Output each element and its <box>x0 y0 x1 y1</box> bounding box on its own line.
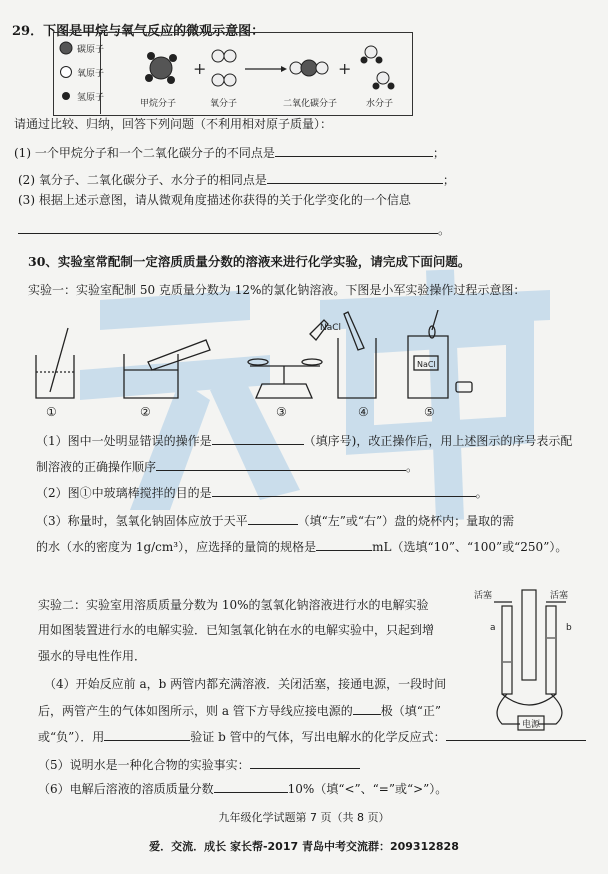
answer-blank[interactable] <box>212 485 476 497</box>
page-number: 九年级化学试题第 7 页（共 8 页） <box>218 811 390 824</box>
step-number: ④ <box>358 405 369 419</box>
legend-hydrogen: 氢原子 <box>77 93 105 103</box>
q30-part4-line3: 或“负”）．用 验证 b 管中的气体，写出电解水的化学反应式： <box>38 729 586 745</box>
q29-part3: (3) 根据上述示意图，请从微观角度描述你获得的关于化学变化的一个信息 <box>18 193 411 207</box>
answer-blank[interactable] <box>248 513 298 525</box>
exp1-apparatus <box>28 310 478 420</box>
answer-blank[interactable] <box>104 729 190 741</box>
step-number: ① <box>46 405 57 419</box>
tube-b-label: b <box>566 623 572 633</box>
step-number: ③ <box>276 405 287 419</box>
exp2-line3: 强水的导电性作用． <box>38 649 147 663</box>
q30-part3-cylinder: 的水（水的密度为 1g/cm³），应选择的量筒的规格是 mL（选填“10”、“100”或“250”）。 <box>36 540 568 554</box>
q30-part4-line2: 后，两管产生的气体如图所示，则 a 管下方导线应接电源的 极（填“正” <box>38 704 442 718</box>
label-co2: 二氧化碳分子 <box>283 99 338 109</box>
footer-slogan: 爱．交流．成长 家长帮-2017 青岛中考交流群：209312828 <box>149 840 459 853</box>
tube-a-label: a <box>490 623 496 633</box>
q29-part1: (1) 一个甲烷分子和一个二氧化碳分子的不同点是 ； <box>14 146 445 160</box>
label-methane: 甲烷分子 <box>140 99 177 109</box>
answer-blank[interactable] <box>353 703 381 715</box>
q29-part2: (2) 氧分子、二氧化碳分子、水分子的相同点是 ； <box>18 173 455 187</box>
q29-title: 29．下图是甲烷与氧气反应的微观示意图： <box>12 24 265 39</box>
legend-carbon: 碳原子 <box>77 45 105 55</box>
answer-blank[interactable] <box>18 222 438 234</box>
q30-part4-line1: （4）开始反应前 a，b 两管内都充满溶液．关闭活塞，接通电源，一段时间 <box>44 677 447 691</box>
nacl-bottle-label: NaCl <box>417 360 436 369</box>
valve-right-label: 活塞 <box>550 591 569 601</box>
q29-part3-answer: 。 <box>18 222 450 238</box>
q30-title: 30、实验室常配制一定溶质质量分数的溶液来进行化学实验，请完成下面问题。 <box>28 254 471 269</box>
q30-part6: （6）电解后溶液的溶质质量分数 10%（填“<”、“=”或“>”）。 <box>38 782 448 796</box>
svg-text:+: + <box>338 59 352 78</box>
valve-left-label: 活塞 <box>474 591 493 601</box>
answer-blank[interactable] <box>212 433 304 445</box>
answer-blank[interactable] <box>275 145 433 157</box>
power-label: 电源 <box>522 720 541 730</box>
q30-part3: （3）称量时，氢氧化钠固体应放于天平 （填“左”或“右”）盘的烧杯内；量取的需 <box>36 514 515 528</box>
q30-part2: （2）图①中玻璃棒搅拌的目的是 。 <box>36 486 488 500</box>
q29-intro: 请通过比较、归纳，回答下列问题（不利用相对原子质量）： <box>14 117 333 131</box>
answer-blank[interactable] <box>250 757 360 769</box>
answer-blank[interactable] <box>214 781 288 793</box>
step-number: ⑤ <box>424 405 435 419</box>
label-water: 水分子 <box>366 99 394 109</box>
label-oxygen-molecule: 氧分子 <box>210 99 238 109</box>
legend-oxygen: 氧原子 <box>77 69 105 79</box>
q30-part1-order: 制溶液的正确操作顺序 。 <box>36 460 419 474</box>
q30-part1: （1）图中一处明显错误的操作是 （填序号)，改正操作后，用上述图示的序号表示配 <box>36 434 573 448</box>
answer-blank[interactable] <box>446 729 586 741</box>
electrolysis-apparatus <box>470 584 598 734</box>
exp2-line2: 用如图装置进行水的电解实验．已知氢氧化钠在水的电解实验中，只起到增 <box>38 623 435 637</box>
answer-blank[interactable] <box>156 459 406 471</box>
nacl-label: NaCl <box>320 323 342 333</box>
answer-blank[interactable] <box>316 539 372 551</box>
answer-blank[interactable] <box>267 172 443 184</box>
exp2-line1: 实验二：实验室用溶质质量分数为 10%的氢氧化钠溶液进行水的电解实验 <box>38 598 429 612</box>
step-number: ② <box>140 405 151 419</box>
svg-text:+: + <box>193 59 207 78</box>
exp1-desc: 实验一：实验室配制 50 克质量分数为 12%的氯化钠溶液。下图是小军实验操作过程示意图： <box>28 283 526 297</box>
q30-part5: （5）说明水是一种化合物的实验事实： <box>38 757 360 773</box>
